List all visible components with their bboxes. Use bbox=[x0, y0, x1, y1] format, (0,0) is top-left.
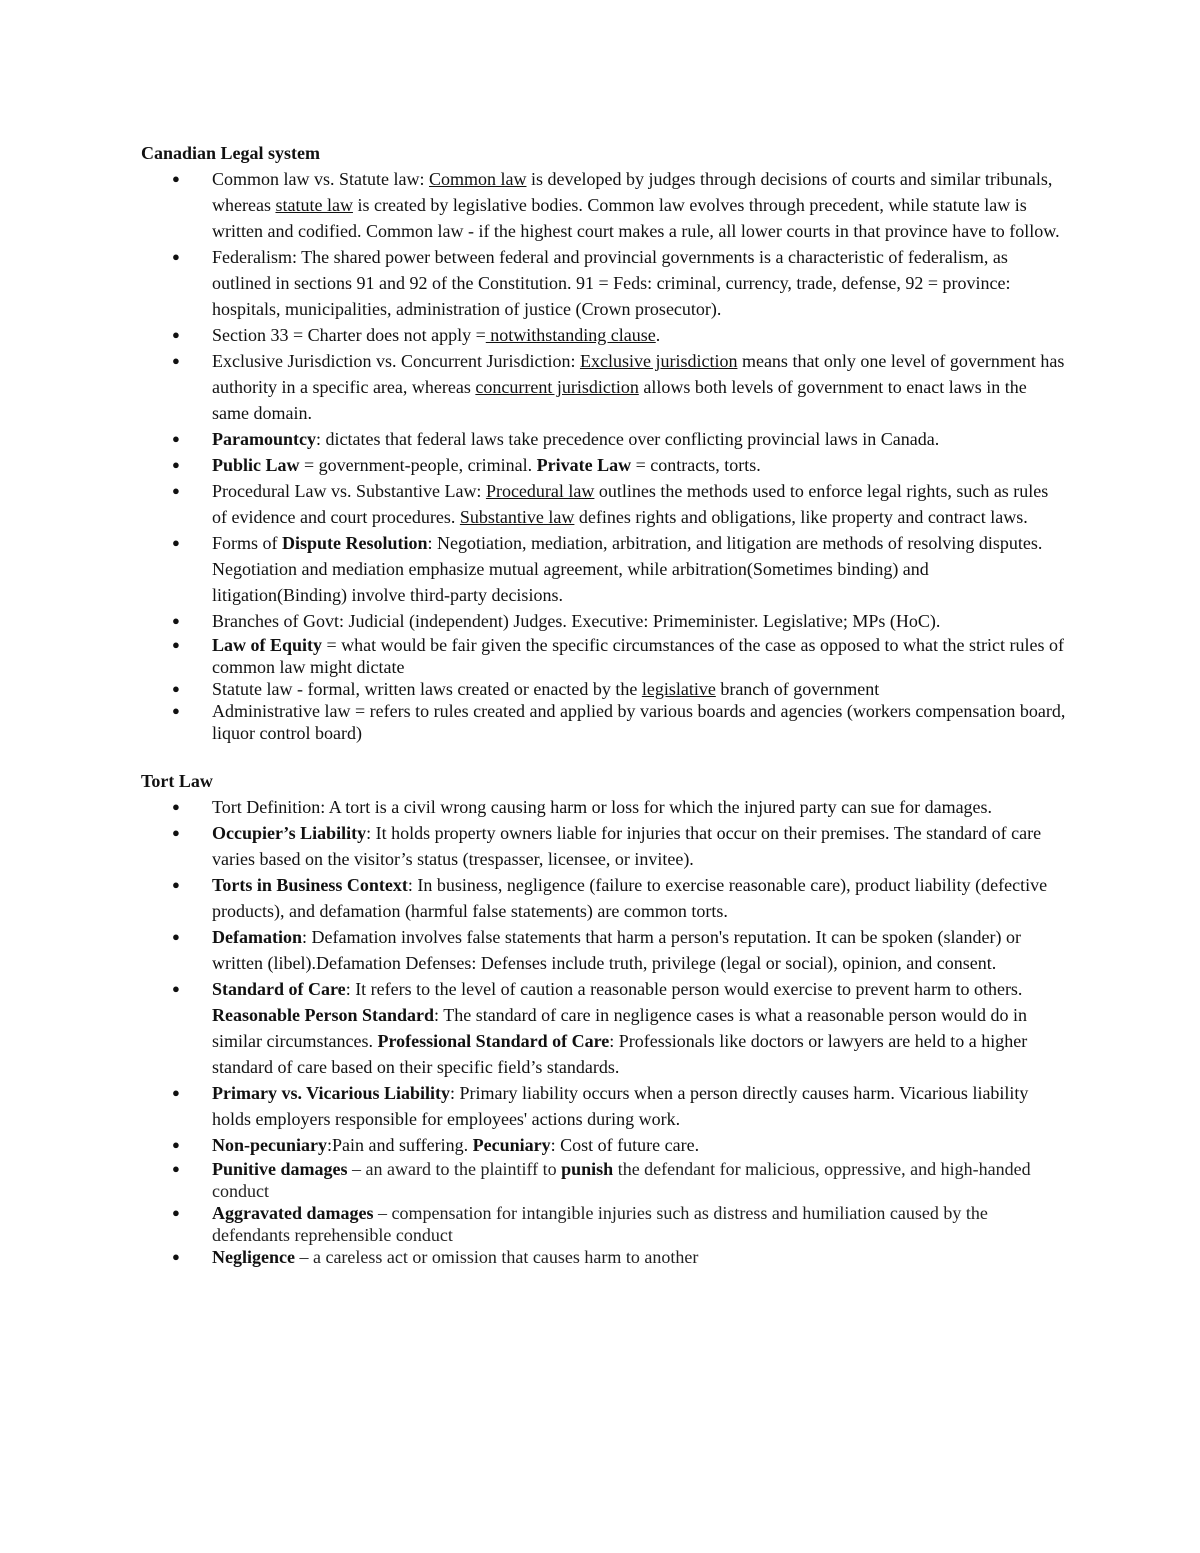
bullet-icon: ● bbox=[172, 637, 180, 652]
section-title-tort-law: Tort Law bbox=[141, 771, 213, 791]
bullet-icon: ● bbox=[172, 929, 180, 944]
list-item: ● Common law vs. Statute law: Common law is developed by judges through decisions of courts and similar tribunals, whereas statute law is created by legislative bodies. Common law evolves through precedent, while statute law is written and codified. Common law - if the highest court makes a rule, all lower courts in that province have to follow. bbox=[141, 166, 1066, 244]
bullet-icon: ● bbox=[172, 1137, 180, 1152]
list-item: ● Section 33 = Charter does not apply = notwithstanding clause. bbox=[141, 322, 1066, 348]
list-item: ● Aggravated damages – compensation for intangible injuries such as distress and humiliation caused by the defendants reprehensible conduct bbox=[172, 1203, 988, 1245]
list-item: ● Forms of Dispute Resolution: Negotiation, mediation, arbitration, and litigation are methods of resolving disputes. Negotiation and mediation emphasize mutual agreement, while arbitration(Sometimes binding) and litigation(Binding) involve third-party decisions. bbox=[141, 530, 1066, 608]
bullet-icon: ● bbox=[172, 535, 180, 550]
list-item: ● Public Law = government-people, criminal. Private Law = contracts, torts. bbox=[141, 452, 1066, 478]
bullet-icon: ● bbox=[172, 1249, 180, 1264]
bullet-icon: ● bbox=[172, 877, 180, 892]
bullet-icon: ● bbox=[172, 1085, 180, 1100]
bullet-icon: ● bbox=[172, 825, 180, 840]
list-item: ● Procedural Law vs. Substantive Law: Procedural law outlines the methods used to enforce legal rights, such as rules of evidence and court procedures. Substantive law defines rights and obligations, like property and contract laws. bbox=[141, 478, 1066, 530]
list-item: ● Negligence – a careless act or omission that causes harm to another bbox=[172, 1247, 699, 1267]
legal-system-list bbox=[141, 166, 1066, 744]
bullet-icon: ● bbox=[172, 457, 180, 472]
list-item: ● Exclusive Jurisdiction vs. Concurrent Jurisdiction: Exclusive jurisdiction means that only one level of government has authority in a specific area, whereas concurrent jurisdiction allows both levels of government to enact laws in the same domain. bbox=[141, 348, 1066, 426]
bullet-icon: ● bbox=[172, 681, 180, 696]
list-item: ● Punitive damages – an award to the plaintiff to punish the defendant for malicious, oppressive, and high-handed conduct bbox=[172, 1159, 1031, 1201]
bullet-icon: ● bbox=[172, 613, 180, 628]
bullet-icon: ● bbox=[172, 353, 180, 368]
list-item: ● Federalism: The shared power between federal and provincial governments is a characteristic of federalism, as outlined in sections 91 and 92 of the Constitution. 91 = Feds: criminal, currency, trade, defense, 92 = province: hospitals, municipalities, administration of justice (Crown prosecutor). bbox=[141, 244, 1066, 322]
bullet-icon: ● bbox=[172, 431, 180, 446]
tort-law-list bbox=[141, 794, 1066, 1268]
list-item: ● Administrative law = refers to rules created and applied by various boards and agencies (workers compensation board, liquor control board) bbox=[172, 701, 1066, 743]
list-item: ● Non-pecuniary:Pain and suffering. Pecuniary: Cost of future care. bbox=[141, 1132, 1066, 1158]
section-title-canadian-legal-system: Canadian Legal system bbox=[141, 143, 321, 163]
list-item: ● Torts in Business Context: In business, negligence (failure to exercise reasonable care), product liability (defective products), and defamation (harmful false statements) are common torts. bbox=[141, 872, 1066, 924]
list-item: ● Defamation: Defamation involves false statements that harm a person's reputation. It can be spoken (slander) or written (libel).Defamation Defenses: Defenses include truth, privilege (legal or social), opinion, and consent. bbox=[141, 924, 1066, 976]
list-item: ● Tort Definition: A tort is a civil wrong causing harm or loss for which the injured party can sue for damages. bbox=[141, 794, 1066, 820]
bullet-icon: ● bbox=[172, 981, 180, 996]
bullet-icon: ● bbox=[172, 799, 180, 814]
bullet-icon: ● bbox=[172, 327, 180, 342]
bullet-icon: ● bbox=[172, 1205, 180, 1220]
bullet-icon: ● bbox=[172, 171, 180, 186]
list-item: ● Primary vs. Vicarious Liability: Primary liability occurs when a person directly causes harm. Vicarious liability holds employers responsible for employees' actions during work. bbox=[141, 1080, 1066, 1132]
bullet-icon: ● bbox=[172, 1161, 180, 1176]
bullet-icon: ● bbox=[172, 483, 180, 498]
list-item: ● Law of Equity = what would be fair given the specific circumstances of the case as opposed to what the strict rules of common law might dictate bbox=[172, 635, 1064, 677]
list-item: ● Paramountcy: dictates that federal laws take precedence over conflicting provincial laws in Canada. bbox=[141, 426, 1066, 452]
list-item: ● Branches of Govt: Judicial (independent) Judges. Executive: Primeminister. Legislative; MPs (HoC). bbox=[141, 608, 1066, 634]
document-page bbox=[141, 140, 1066, 1268]
bullet-icon: ● bbox=[172, 249, 180, 264]
list-item: ● Statute law - formal, written laws created or enacted by the legislative branch of government bbox=[172, 679, 880, 699]
bullet-icon: ● bbox=[172, 703, 180, 718]
list-item: ● Standard of Care: It refers to the level of caution a reasonable person would exercise to prevent harm to others. Reasonable Person Standard: The standard of care in negligence cases is what a reasonable person would do in similar circumstances. Professional Standard of Care: Professionals like doctors or lawyers are held to a higher standard of care based on their specific field’s standards. bbox=[141, 976, 1066, 1080]
list-item: ● Occupier’s Liability: It holds property owners liable for injuries that occur on their premises. The standard of care varies based on the visitor’s status (trespasser, licensee, or invitee). bbox=[141, 820, 1066, 872]
